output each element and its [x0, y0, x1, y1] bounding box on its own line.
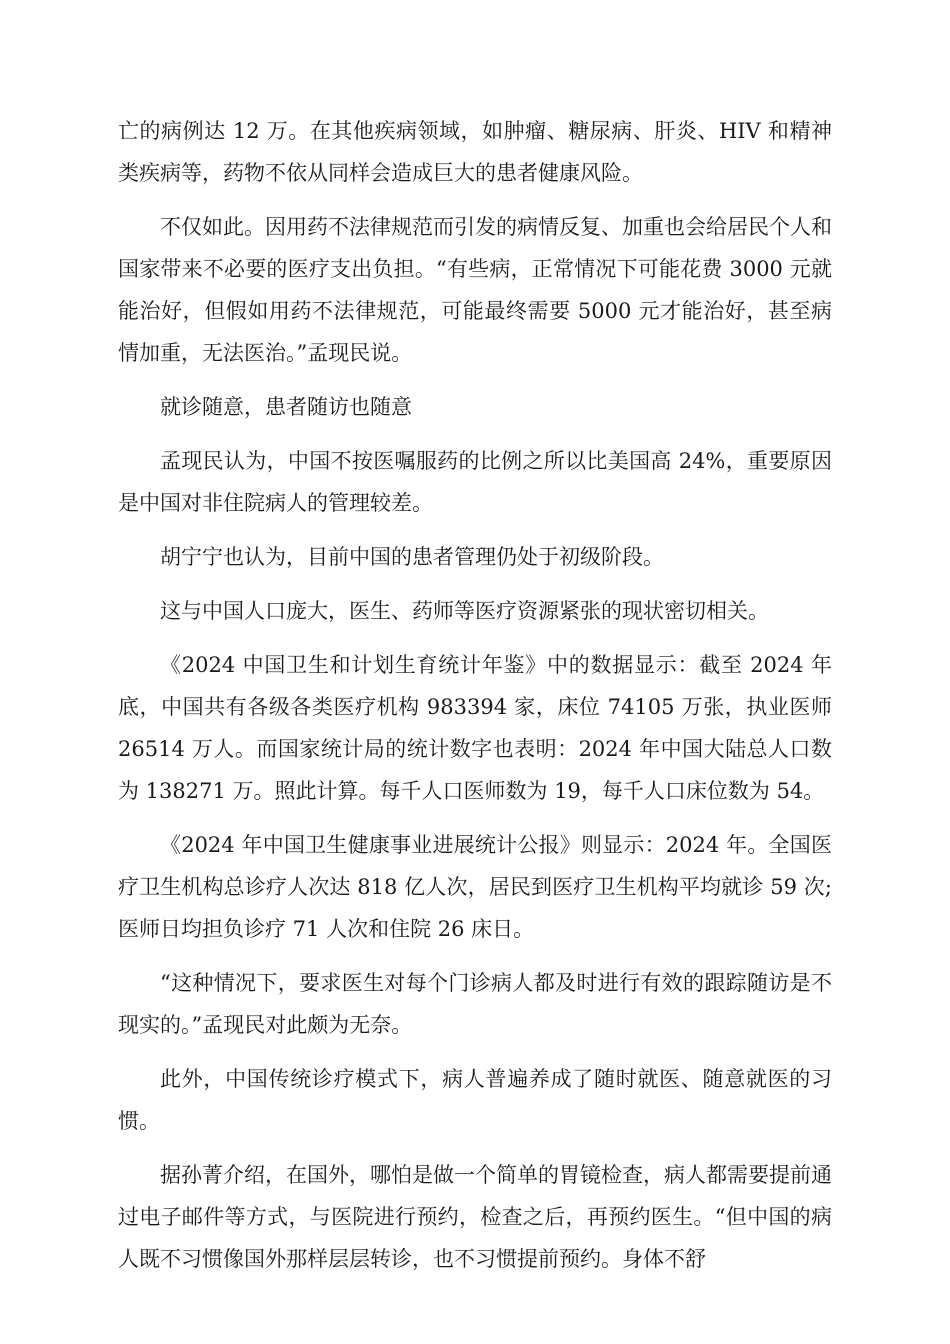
paragraph-continuation: 亡的病例达 12 万。在其他疾病领域，如肿瘤、糖尿病、肝炎、HIV 和精神类疾病等，药物不依从同样会造成巨大的患者健康风险。: [118, 119, 832, 185]
section-subheading: 就诊随意，患者随访也随意: [160, 395, 412, 419]
paragraph-medical-cost: 不仅如此。因用药不法律规范而引发的病情反复、加重也会给居民个人和国家带来不必要的医疗支出负担。“有些病，正常情况下可能花费 3000 元就能治好，但假如用药不法律规范，可能最终需要 5000 元才能治好，甚至病情加重，无法医治。”孟现民说。: [118, 215, 832, 365]
paragraph-yearbook-data: 《2024 中国卫生和计划生育统计年鉴》中的数据显示：截至 2024 年底，中国共有各级各类医疗机构 983394 家，床位 74105 万张，执业医师 26514 万人。而国家统计局的统计数字也表明：2024 年中国大陆总人口数为 138271 万。照此计算。每千人口医师数为 19，每千人口床位数为 54。: [118, 653, 832, 803]
paragraph-quote-followup: “这种情况下，要求医生对每个门诊病人都及时进行有效的跟踪随访是不现实的。”孟现民对此颇为无奈。: [118, 971, 832, 1037]
paragraph-hu-opinion: 胡宁宁也认为，目前中国的患者管理仍处于初级阶段。: [160, 545, 664, 569]
paragraph-resources: 这与中国人口庞大，医生、药师等医疗资源紧张的现状密切相关。: [160, 599, 769, 623]
paragraph-habits: 此外，中国传统诊疗模式下，病人普遍养成了随时就医、随意就医的习惯。: [118, 1067, 832, 1133]
paragraph-meng-opinion: 孟现民认为，中国不按医嘱服药的比例之所以比美国高 24%，重要原因是中国对非住院病人的管理较差。: [118, 449, 832, 515]
paragraph-bulletin-data: 《2024 年中国卫生健康事业进展统计公报》则显示：2024 年。全国医疗卫生机构总诊疗人次达 818 亿人次，居民到医疗卫生机构平均就诊 59 次;医师日均担负诊疗 71 人次和住院 26 床日。: [118, 833, 832, 941]
paragraph-sun-jing: 据孙菁介绍，在国外，哪怕是做一个简单的胃镜检查，病人都需要提前通过电子邮件等方式，与医院进行预约，检查之后，再预约医生。“但中国的病人既不习惯像国外那样层层转诊，也不习惯提前预约。身体不舒: [118, 1163, 832, 1271]
